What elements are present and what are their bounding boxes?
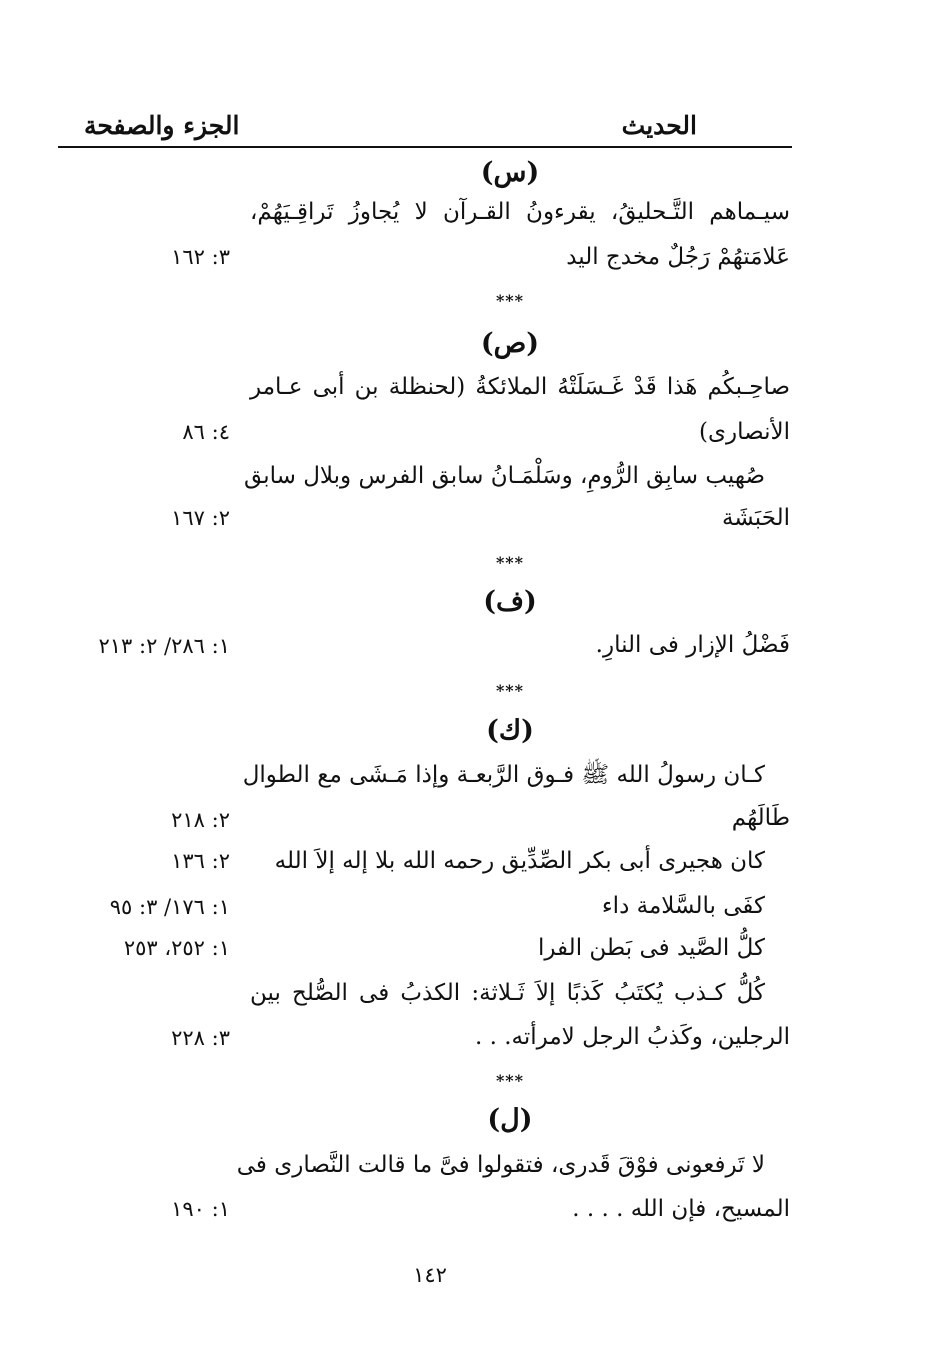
volume-page-ref: ١: ٢٥٢، ٢٥٣ [123,936,230,960]
section-separator: *** [495,1071,525,1090]
header-divider [58,146,792,148]
page-number: ١٤٢ [413,1263,447,1287]
hadith-line: كلُّ الصَّيد فى بَطن الفرا [537,935,765,961]
header-hadith-column: الحديث [621,111,697,140]
hadith-line: صُهيب سابِق الرُّومِ، وسَلْمَـانُ سابق الفرس وبلال سابق [244,463,765,489]
hadith-line: عَلامَتهُمْ رَجُلٌ مخدج اليد [566,244,790,270]
section-letter-sad: (ص) [480,328,540,359]
volume-page-ref: ٢: ١٦٧ [171,506,230,530]
hadith-line: الأنصارى) [699,419,790,445]
hadith-line: الرجلين، وكَذبُ الرجل لامرأته. . . [474,1024,790,1050]
section-letter-lam: (ل) [487,1104,533,1135]
volume-page-ref: ٣: ١٦٢ [171,245,230,269]
section-letter-fa: (ف) [483,586,537,617]
volume-page-ref: ٣: ٢٢٨ [171,1026,230,1050]
volume-page-ref: ١: ١٧٦/ ٣: ٩٥ [109,895,230,919]
hadith-line: المسيح، فإن الله . . . . [572,1196,790,1222]
section-separator: *** [495,553,525,572]
hadith-line: طَالَهُم [731,805,790,831]
hadith-line: كُلُّ كـذب يُكتَبُ كَذبًا إلاَ ثَـلاثة: الكذبُ فى الصُّلح بين [250,980,765,1006]
section-separator: *** [495,291,525,310]
section-separator: *** [495,681,525,700]
hadith-line: كفَى بالسَّلامة داء [601,893,765,919]
volume-page-ref: ٤: ٨٦ [182,420,230,444]
hadith-line: الحَبَشَة [721,505,790,531]
hadith-line: كـان رسولُ الله ﷺ فـوق الرَّبعـة وإذا مَـشَى مع الطوال [242,762,765,788]
header-volume-page-column: الجزء والصفحة [84,111,240,140]
volume-page-ref: ١: ٢٨٦/ ٢: ٢١٣ [98,634,230,658]
hadith-line: كان هجيرى أبى بكر الصِّدِّيق رحمه الله بلا إله إلاَ الله [274,848,765,874]
section-letter-sin: (س) [480,157,540,188]
section-letter-kaf: (ك) [486,715,534,746]
hadith-line: فَضْلُ الإزار فى النارِ. [595,632,790,658]
volume-page-ref: ٢: ٢١٨ [171,808,230,832]
hadith-line: سيـماهم التَّـحليقُ، يقرءونُ القـرآن لا يُجاوزُ تَراقِـيَهُمْ، [250,199,790,225]
volume-page-ref: ٢: ١٣٦ [171,849,230,873]
volume-page-ref: ١: ١٩٠ [171,1197,230,1221]
hadith-line: لا تَرفعونى فوْقَ قَدرى، فتقولوا فىَّ ما قالت النَّصارى فى [236,1152,765,1178]
hadith-line: صاحِـبكُم هَذا قَدْ غَـسَلَتْهُ الملائكةُ (لحنظلة بن أبى عـامر [250,374,790,400]
